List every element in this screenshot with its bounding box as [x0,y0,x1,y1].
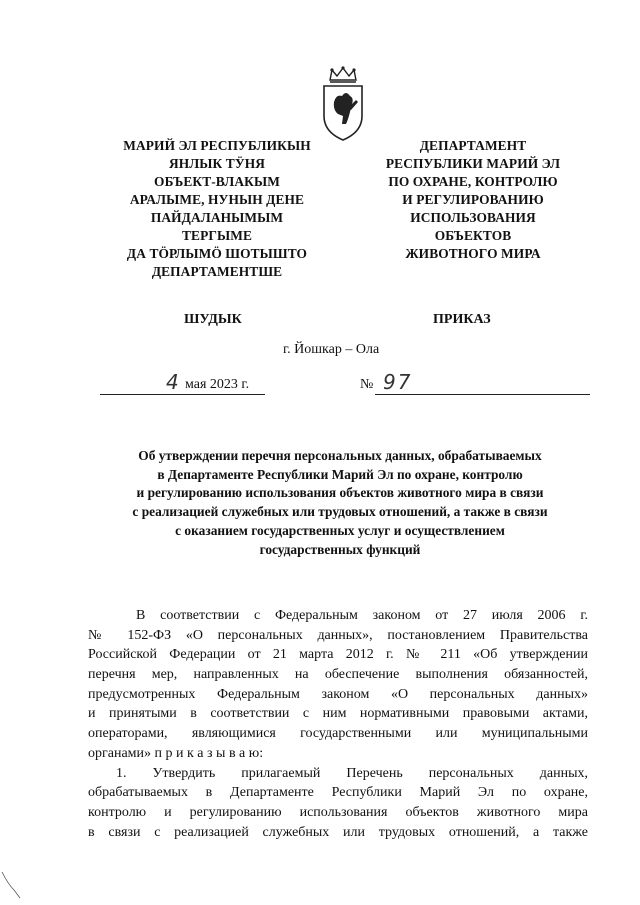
body-line: и принятыми в соответствии с ним нормативными правовыми актами, [88,706,588,722]
number-underline [375,394,590,395]
body-line: № 152-ФЗ «О персональных данных», постановлением Правительства [88,627,588,643]
subject-line: и регулированию использования объектов животного мира в связи [136,485,544,501]
body-line: органами» п р и к а з ы в а ю: [88,745,264,761]
coat-of-arms-emblem [318,66,368,142]
header-russian-block [360,137,586,263]
header-mari-line: ОБЪЕКТ-ВЛАКЫМ [154,174,280,189]
header-russian-line: ДЕПАРТАМЕНТ [419,138,527,153]
body-line: перечня мер, направленных на обеспечение выполнения обязанностей, [88,667,588,683]
body-line: операторами, являющимися государственными или муниципальными [88,726,588,742]
header-mari-line: АРАЛЫМЕ, НУНЫН ДЕНЕ [129,192,305,207]
header-mari-line: ПАЙДАЛАНЫМЫМ [150,210,284,225]
header-russian-line: ЖИВОТНОГО МИРА [405,246,541,261]
subject-line: с оказанием государственных услуг и осуществлением [175,522,505,538]
doc-type-russian: ПРИКАЗ [433,312,491,327]
header-mari-line: ЯНЛЫК ТӰНЯ [168,156,266,171]
order-number-handwritten: 97 [383,370,413,394]
date-underline [100,394,265,395]
body-line: контролю и регулированию использования объектов животного мира [88,804,588,820]
header-mari-line: ТЕРГЫМЕ [182,228,252,243]
header-russian-line: И РЕГУЛИРОВАНИЮ [402,192,544,207]
subject-line: Об утверждении перечня персональных данных, обрабатываемых [138,448,542,463]
header-russian-line: ИСПОЛЬЗОВАНИЯ [410,210,536,225]
scan-mark [0,870,22,900]
header-russian-line: РЕСПУБЛИКИ МАРИЙ ЭЛ [385,156,561,171]
header-mari-line: МАРИЙ ЭЛ РЕСПУБЛИКЫН [123,138,311,153]
header-mari-block [102,137,332,281]
header-mari-line: ДЕПАРТАМЕНТШЕ [151,264,283,279]
doc-type-mari: ШУДЫК [184,312,242,327]
header-russian-line: ОБЪЕКТОВ [434,228,512,243]
body-line: 1. Утвердить прилагаемый Перечень персональных данных, [116,765,588,781]
body-line: обрабатываемых в Департаменте Республики Марий Эл по охране, [88,785,588,801]
subject-line: государственных функций [259,541,421,557]
body-line: В соответствии с Федеральным законом от 27 июля 2006 г. [136,608,588,623]
city-line: г. Йошкар – Ола [283,342,380,357]
body-line: в связи с реализацией служебных или трудовых отношений, а также [88,824,588,840]
date-month-year: мая 2023 г. [185,377,250,392]
subject-line: в Департаменте Республики Марий Эл по охране, контролю [157,466,523,482]
body-line: Российской Федерации от 21 марта 2012 г. № 211 «Об утверждении [88,647,588,663]
header-russian-line: ПО ОХРАНЕ, КОНТРОЛЮ [388,174,558,189]
order-body [88,606,588,842]
number-sign: № [360,377,374,392]
header-mari-line: ДА ТӦРЛЫМӦ ШОТЫШТО [126,246,308,261]
date-day-handwritten: 4 [166,370,179,394]
order-subject [90,447,590,559]
subject-line: с реализацией служебных или трудовых отношений, а также в связи [132,504,548,520]
body-line: предусмотренных Федеральным законом «О персональных данных» [88,686,588,702]
